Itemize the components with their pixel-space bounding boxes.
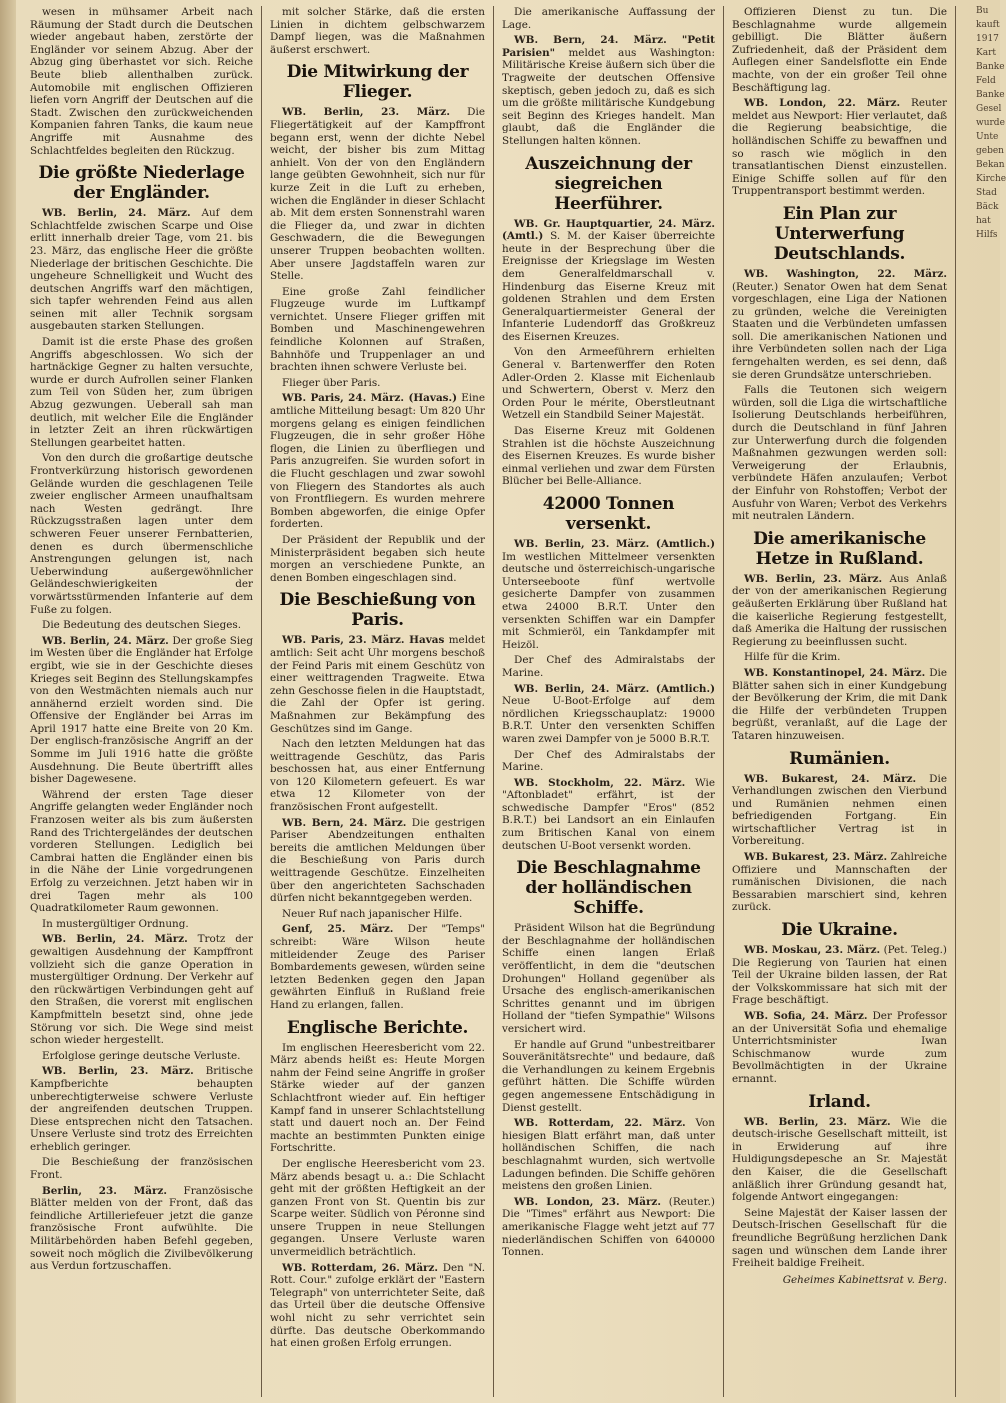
article-headline: Auszeichnung der siegreichen Heerführer. (525, 153, 692, 214)
article-headline: Die Ukraine. (781, 920, 898, 941)
dateline: WB. Moskau, 23. März. (744, 944, 881, 957)
paragraph-text: geben (976, 146, 1004, 156)
paragraph-text: Im westlichen Mittelmeer versenkten deutsche und österreichisch-ungarische Unterseeboote fünf wertvolle gesicherte Dampfer von zusammen etwa 24000 B.R.T. Unter den versenkten Schiffen war ein Dampfer mit Schmieröl, ein Tankdampfer mit Heizöl. (502, 550, 715, 651)
article-paragraph (502, 34, 715, 147)
article-paragraph (270, 534, 485, 584)
article-paragraph (964, 90, 1005, 101)
paragraph-text: Präsident Wilson hat die Begründung der Beschlagnahme der holländischen Schiffe einen langen Erlaß veröffentlicht, in dem die "deutschen Drohungen" Holland gegenüber als Ursache des englisch-amerikanischen Schrittes genannt und im übrigen Holland der "tiefen Sympathie" Wilsons versichert wird. (502, 922, 715, 1035)
article-headline: Die Beschießung von Paris. (279, 590, 476, 631)
article-paragraph (30, 452, 253, 616)
paragraph-text: Seine Majestät der Kaiser lassen der Deutsch-Irischen Gesellschaft für die freundliche Begrüßung herzlichen Dank sagen und wünschen dem Lande ihrer Freiheit baldige Freiheit. (732, 1206, 947, 1270)
article-paragraph (732, 1010, 947, 1086)
article-paragraph (732, 97, 947, 198)
paragraph-text: Die gestrigen Pariser Abendzeitungen enthalten bereits die amtlichen Meldungen über die Beschießung von Paris durch weittragende Geschütze. Einzelheiten über den angerichteten Sachschaden dürfen nicht bekanntgegeben werden. (270, 816, 486, 905)
paragraph-text: Auf dem Schlachtfelde zwischen Scarpe und Oise erlitt innerhalb dreier Tage, vom 21. bis 23. März, das englische Heer die größte Niederlage der britischen Geschichte. Die ungeheure Schnelligkeit und Wucht des deutschen Angriffs warf den mächtigen, sich tapfer wehrenden Feind aus allen seinen mit aller Technik sorgsam ausgebauten starken Stellungen. (30, 207, 253, 333)
paragraph-text: Hilfe für die Krim. (744, 651, 841, 664)
article-paragraph (30, 933, 253, 1046)
paragraph-text: Neue U-Boot-Erfolge auf dem nördlichen Kriegsschauplatz: 19000 B.R.T. Unter den versenkten Schiffen waren zwei Dampfer von je 5000 B.R.T. (502, 695, 715, 745)
paragraph-text: kauft (976, 20, 1000, 30)
article-paragraph (502, 1117, 715, 1193)
article-paragraph (30, 1185, 253, 1273)
paragraph-text: Bekan (976, 160, 1005, 170)
dateline: WB. Berlin, 24. März. (42, 634, 169, 647)
article-paragraph (964, 34, 999, 45)
article-paragraph (732, 944, 947, 1007)
article-paragraph (964, 6, 988, 17)
paragraph-text: Bäck (976, 202, 999, 212)
paragraph-text: (Reuter.) Senator Owen hat dem Senat vorgeschlagen, eine Liga der Nationen zu gründen, welche die Vereinigten Staaten und die Verbündeten umfassen soll. Die amerikanischen Nationen und ihre Verbündeten sollen nach der Liga ferngehalten werden, es sei denn, daß sie deren Grundsätze unterschrieben. (732, 280, 947, 381)
dateline: Genf, 25. März. (282, 923, 394, 936)
paragraph-text: Die Beschießung der französischen Front. (30, 1156, 253, 1182)
article-paragraph (30, 6, 253, 157)
paragraph-text: Französische Blätter melden von der Front, daß das feindliche Artilleriefeuer jetzt die ganze französische Front aufwühlte. Die Militärbehörden haben Befehl gegeben, soweit noch möglich die Zivilbevölkerung aus Verdun fortzuschaffen. (30, 1184, 253, 1273)
paragraph-text: Der Chef des Admiralstabs der Marine. (502, 654, 715, 679)
paragraph-text: Hilfs (976, 230, 998, 240)
paragraph-text: S. M. der Kaiser überreichte heute in der Besprechung über die Ereignisse der Kriegslage im Westen dem Generalfeldmarschall v. Hindenburg das Eiserne Kreuz mit goldenen Strahlen und dem Ersten Generalquartiermeister General der Infanterie Ludendorff das Großkreuz des Eisernen Kreuzes. (502, 230, 715, 343)
article-paragraph (30, 789, 253, 915)
article-paragraph (270, 1262, 485, 1350)
article-paragraph (732, 651, 947, 664)
article-headline: Die Mitwirkung der Flieger. (286, 62, 469, 103)
article-paragraph (270, 6, 485, 56)
article-paragraph (30, 918, 253, 931)
article-paragraph (270, 738, 485, 814)
article-headline: Die amerikanische Hetze in Rußland. (753, 528, 926, 569)
column-1 (22, 6, 262, 1397)
article-paragraph (964, 174, 1006, 185)
paragraph-text: Stad (976, 188, 997, 198)
article-paragraph (30, 619, 253, 632)
article-paragraph (732, 268, 947, 381)
column-4 (724, 6, 956, 1397)
article-paragraph (502, 538, 715, 651)
article-paragraph (270, 1158, 485, 1259)
paragraph-text: Kirche (976, 174, 1006, 184)
paragraph-text: Der Professor an der Universität Sofia und ehemalige Unterrichtsminister Iwan Schischmanow wurde zum Bevollmächtigten in der Ukraine ernannt. (732, 1010, 947, 1085)
article-paragraph (502, 654, 715, 679)
article-paragraph (270, 634, 485, 735)
dateline: WB. Konstantinopel, 24. März. (744, 666, 926, 679)
article-paragraph (270, 392, 485, 531)
paragraph-text: Die Fliegertätigkeit auf der Kampffront begann erst, wenn der dichte Nebel weicht, der bisher bis zum Mittag anhielt. Von der von den Engländern lange geübten Gewohnheit, sich nur für kurze Zeit in die Luft zu erheben, wichen die Engländer in dieser Schlacht ab. Mit dem ersten Sonnenstrahl waren die Flieger da, und zwar in dichten Geschwadern, die die Bewegungen unserer Truppen beobachten wollten. Aber unsere Jagdstaffeln waren zur Stelle. (270, 106, 485, 283)
dateline: WB. Rotterdam, 22. März. (514, 1117, 686, 1130)
paragraph-text: Bu (976, 6, 989, 16)
article-paragraph (502, 1039, 715, 1115)
article-paragraph (270, 817, 485, 905)
article-paragraph (964, 216, 991, 227)
column-5-cropped (956, 6, 1006, 1397)
paragraph-text: Den "N. Rott. Cour." zufolge erklärt der "Eastern Telegraph" von unterrichteter Seite, daß das Urteil über die deutsche Offensive wohl nicht zu sehr verrichtet sein dürfte. Das deutsche Oberkommando hat einen großen Erfolg errungen. (270, 1261, 485, 1350)
dateline: WB. Berlin, 24. März. (42, 933, 188, 946)
paragraph-text: meldet amtlich: Seit acht Uhr morgens beschoß der Feind Paris mit einem Geschütz von einer weittragenden Tragweite. Etwa zehn Geschosse fielen in die Hauptstadt, die Zahl der Opfer ist gering. Maßnahmen zur Bekämpfung des Geschützes sind im Gange. (270, 634, 485, 735)
paragraph-text: Der englische Heeresbericht vom 23. März abends besagt u. a.: Die Schlacht geht mit der größten Heftigkeit an der ganzen Front von St. Quentin bis zur Scarpe weiter. Südlich von Péronne sind unsere Truppen in neue Stellungen gegangen. Unsere Verluste waren unvermeidlich beträchtlich. (270, 1157, 485, 1259)
article-paragraph (964, 160, 1005, 171)
dateline: WB. Paris, 24. März. (Havas.) (282, 392, 458, 405)
dateline: WB. Berlin, 23. März. (744, 572, 883, 585)
paragraph-text: Von den durch die großartige deutsche Frontverkürzung historisch gewordenen Gelände wurden die geschlagenen Teile zweier englischer Armeen unaufhaltsam nach Westen gedrängt. Ihre Rückzugsstraßen lagen unter dem schweren Feuer unserer Fernbatterien, denen es durch übermenschliche Anstrengungen gelungen ist, nach Ueberwindung außergewöhnlicher Geländeschwierigkeiten der vorwärtsstürmenden Infanterie auf dem Fuße zu folgen. (30, 452, 253, 616)
dateline: WB. Bern, 24. März. "Petit Parisien" (502, 34, 715, 59)
paragraph-text: Banke (976, 90, 1005, 100)
column-2 (262, 6, 494, 1397)
paragraph-text: Das Eiserne Kreuz mit Goldenen Strahlen ist die höchste Auszeichnung des Eisernen Kreuzes. Es wurde bisher einmal verliehen und zwar dem Fürsten Blücher bei Belle-Alliance. (502, 425, 715, 488)
paragraph-text: hat (976, 216, 991, 226)
paragraph-text: Wie die deutsch-irische Gesellschaft mitteilt, ist in Erwiderung auf ihre Huldigungsdepesche an Sr. Majestät den Kaiser, die die Gesellschaft anläßlich ihrer Gründung gesandt hat, folgende Antwort eingegangen: (732, 1115, 947, 1204)
article-paragraph (732, 773, 947, 849)
article-paragraph (270, 1042, 485, 1155)
article-paragraph (30, 1050, 253, 1063)
dateline: WB. Sofia, 24. März. (744, 1010, 868, 1022)
dateline: Berlin, 23. März. (42, 1184, 167, 1197)
paragraph-text: Im englischen Heeresbericht vom 22. März abends heißt es: Heute Morgen nahm der Feind seine Angriffe in großer Stärke wieder auf der ganzen Schlachtfront wieder auf. Ein heftiger Kampf fand in unserer Schlachtstellung statt und dauert noch an. Der Feind machte an bestimmten Punkten einige Fortschritte. (270, 1041, 485, 1155)
paragraph-text: Eine große Zahl feindlicher Flugzeuge wurde im Luftkampf vernichtet. Unsere Flieger griffen mit Bomben und Maschinengewehren feindliche Kolonnen auf Straßen, Bahnhöfe und Truppenlager an und brachten ihnen schwere Verluste bei. (270, 285, 485, 374)
article-paragraph (732, 573, 947, 649)
article-paragraph (502, 425, 715, 488)
article-paragraph (964, 146, 1004, 157)
paragraph-text: Der Präsident der Republik und der Ministerpräsident begaben sich heute morgen an verschiedene Punkte, an denen Bomben eingeschlagen sind. (270, 533, 485, 584)
paragraph-text: Der "Temps" schreibt: Wäre Wilson heute mitleidender Zeuge des Pariser Bombardements gewesen, würden seine letzten Bedenken gegen den Japan gewährten Einfluß in Rußland freie Hand zu erlangen, fallen. (270, 923, 485, 1011)
paragraph-text: Falls die Teutonen sich weigern würden, soll die Liga die wirtschaftliche Isolierung Deutschlands herbeiführen, durch die Deutschland in fünf Jahren zur Unterwerfung durch die folgenden Maßnahmen gezwungen werden soll: Verweigerung der Erlaubnis, verbündete Häfen anzulaufen; Verbot der Einfuhr von Rohstoffen; Verbot der Ausfuhr von Waren; Verbot des Verkehrs mit neutralen Ländern. (732, 384, 947, 523)
article-paragraph (964, 202, 999, 213)
paragraph-text: (Pet. Teleg.) Die Regierung von Taurien hat einen Teil der Ukraine bilden lassen, der Rat der Volkskommissare hat sich mit der Frage beschäftigt. (732, 944, 947, 1007)
signature-line: Geheimes Kabinettsrat v. Berg. (782, 1273, 947, 1286)
article-headline: Ein Plan zur Unterwerfung Deutschlands. (773, 203, 906, 264)
dateline: WB. Bukarest, 24. März. (744, 772, 917, 785)
paragraph-text: Von den Armeeführern erhielten General v. Bartenwerffer den Roten Adler-Orden 2. Klasse mit Eichenlaub und Schwertern, Oberst v. Merz den Orden Pour le mérite, Oberstleutnant Wetzell ein Standbild Seiner Majestät. (502, 346, 715, 422)
article-paragraph (502, 218, 715, 344)
paragraph-text: In mustergültiger Ordnung. (42, 917, 189, 930)
article-paragraph (732, 384, 947, 523)
article-paragraph (732, 667, 947, 743)
paragraph-text: Erfolglose geringe deutsche Verluste. (42, 1049, 241, 1062)
article-paragraph (30, 1156, 253, 1181)
article-paragraph (502, 346, 715, 422)
paragraph-text: Der große Sieg im Westen über die Engländer hat Erfolge ergibt, wie sie in der Geschichte dieses Krieges seit Beginn des Stellungskampfes von den Westmächten niemals auch nur annähernd erzielt worden sind. Die Offensive der Engländer bei Arras im April 1917 hatte eine Breite von 20 Km. Der englisch-französische Angriff an der Somme im Juli 1916 hatte die größte Ausdehnung. Die Beute übertrifft alles bisher Dagewesene. (30, 634, 253, 786)
dateline: WB. Berlin, 23. März. (Amtlich.) (514, 538, 715, 550)
paragraph-text: Kart (976, 48, 997, 58)
paragraph-text: Nach den letzten Meldungen hat das weittragende Geschütz, das Paris beschossen hat, aus einer Entfernung von 120 Kilometern gefeuert. Es war etwa 12 Kilometer von der französischen Front aufgestellt. (270, 738, 485, 814)
paragraph-text: Trotz der gewaltigen Ausdehnung der Kampffront vollzieht sich die ganze Operation in mustergültiger Ordnung. Der Verkehr auf den rückwärtigen Verbindungen geht auf den Straßen, die vorerst mit englischen Kampfmitteln besetzt sind, ohne jede Störung vor sich. Die Wege sind meist schon wieder hergestellt. (30, 933, 253, 1047)
dateline: WB. Bern, 24. März. (282, 816, 407, 829)
paragraph-text: Zahlreiche Offiziere und Mannschaften der rumänischen Divisionen, die nach Bessarabien marschiert sind, kehren zurück. (732, 851, 947, 914)
paragraph-text: Feld (976, 76, 996, 86)
paragraph-text: Aus Anlaß der von der amerikanischen Regierung geäußerten Erklärung über Rußland hat die kaiserliche Regierung festgestellt, daß Amerika die Haltung der russischen Regierung zu beeinflussen sucht. (732, 572, 947, 648)
article-paragraph (270, 106, 485, 282)
paragraph-text: Während der ersten Tage dieser Angriffe gelangten weder Engländer noch Franzosen weiter als bis zum äußersten Rand des Trichtergeländes der deutschen vorderen Stellungen. Lediglich bei Cambrai hatten die Engländer einen bis in die Nähe der Linie vorgedrungenen Erfolg zu verzeichnen. Jetzt haben wir in drei Tagen mehr als 100 Quadratkilometer Raum gewonnen. (30, 788, 253, 915)
paragraph-text: Die amerikanische Auffassung der Lage. (502, 6, 715, 31)
paragraph-text: wurde (976, 118, 1005, 128)
paragraph-text: Unte (976, 132, 999, 142)
article-paragraph (964, 230, 998, 241)
article-paragraph (502, 6, 715, 31)
article-headline: 42000 Tonnen versenkt. (542, 494, 675, 534)
article-paragraph (30, 1065, 253, 1153)
article-headline: Die Beschlagnahme der holländischen Schiffe. (516, 858, 701, 919)
paragraph-text: Britische Kampfberichte behaupten unberechtigterweise schwere Verluste der angreifenden deutschen Truppen. Diese entsprechen nicht den Tatsachen. Unsere Verluste sind trotz des Erreichten erheblich geringer. (30, 1065, 253, 1153)
article-headline: Irland. (808, 1091, 871, 1112)
dateline: WB. Bukarest, 23. März. (744, 851, 888, 864)
dateline: WB. Berlin, 23. März. (744, 1115, 891, 1128)
paragraph-text: mit solcher Stärke, daß die ersten Linien in dichtem gelbschwarzem Dampf liegen, was die Maßnahmen äußerst erschwert. (270, 6, 485, 56)
dateline: WB. London, 22. März. (744, 97, 901, 110)
paragraph-text: Die Blätter sahen sich in einer Kundgebung der Bevölkerung der Krim, die mit Dank die Hilfe der verbündeten Truppen begrüßt, veranlaßt, auf die Lage der Tataren hinzuweisen. (732, 666, 947, 742)
article-paragraph (502, 683, 715, 746)
paragraph-text: Damit ist die erste Phase des großen Angriffs abgeschlossen. Wo sich der hartnäckige Gegner zu halten versuchte, wurde er durch Aufrollen seiner Flanken zum Teil von Süden her, zum übrigen Abzug gezwungen. Ueberall sah man deutlich, mit welcher Eile die Engländer in letzter Zeit an ihren rückwärtigen Stellungen gearbeitet hatten. (30, 336, 253, 449)
paragraph-text: Flieger über Paris. (282, 376, 381, 389)
article-paragraph (964, 118, 1005, 129)
article-paragraph (30, 635, 253, 786)
paragraph-text: Banke (976, 62, 1005, 72)
paragraph-text: Gesel (976, 104, 1002, 114)
dateline: WB. Rotterdam, 26. März. (282, 1261, 439, 1274)
article-headline: Die größte Niederlage der Engländer. (38, 163, 245, 204)
article-paragraph (732, 1116, 947, 1204)
article-paragraph (502, 1196, 715, 1259)
paragraph-text: Von hiesigen Blatt erfährt man, daß unter holländischen Schiffen, die nach beschlagnahmt wurden, sich wertvolle Ladungen befinden. Die Schiffe gehören meistens den großen Linien. (502, 1117, 715, 1193)
paragraph-text: 1917 (976, 34, 999, 44)
article-paragraph (270, 908, 485, 921)
dateline: WB. Berlin, 24. März. (42, 207, 191, 220)
dateline: WB. Berlin, 24. März. (Amtlich.) (514, 682, 715, 695)
paragraph-text: Er handle auf Grund "unbestreitbarer Souveränitätsrechte" und bedaure, daß die Verhandlungen zu keinem Ergebnis geführt hätten. Die Schiffe würden gegen angemessene Entschädigung in Dienst gestellt. (502, 1038, 715, 1114)
paragraph-text: Der Chef des Admiralstabs der Marine. (502, 748, 715, 774)
article-paragraph (964, 132, 999, 143)
article-paragraph (964, 188, 997, 199)
article-paragraph (502, 777, 715, 853)
article-paragraph (270, 923, 485, 1011)
article-paragraph (964, 62, 1005, 73)
page-fold-shadow (0, 0, 16, 1403)
dateline: WB. Washington, 22. März. (744, 267, 947, 280)
dateline: WB. Berlin, 23. März. (42, 1065, 194, 1078)
column-3 (494, 6, 724, 1397)
paragraph-text: Reuter meldet aus Newport: Hier verlautet, daß die Regierung beabsichtige, die holländischen Schiffe zu bewaffnen und so rasch wie möglich in den transatlantischen Dienst einzustellen. Einige Schiffe sollen auf für den Truppentransport bestimmt werden. (732, 97, 948, 198)
dateline: WB. Berlin, 23. März. (282, 106, 450, 119)
paragraph-text: Die Verhandlungen zwischen den Vierbund und Rumänien nehmen einen befriedigenden Fortgang. Ein wirtschaftlicher Vertrag ist in Vorbereitung. (732, 772, 947, 848)
article-paragraph (964, 48, 997, 59)
dateline: WB. Stockholm, 22. März. (514, 776, 686, 789)
paragraph-text: Neuer Ruf nach japanischer Hilfe. (282, 907, 463, 920)
paragraph-text: (Reuter.) Die "Times" erfährt aus Newport: Die amerikanische Flagge weht jetzt auf 77 niederländischen Schiffen von 640000 Tonnen. (502, 1195, 715, 1259)
article-paragraph (964, 76, 996, 87)
article-headline: Englische Berichte. (286, 1017, 469, 1038)
article-paragraph (270, 286, 485, 374)
paragraph-text: Die Bedeutung des deutschen Sieges. (42, 619, 242, 632)
dateline: WB. Gr. Hauptquartier, 24. März. (Amtl.) (502, 217, 715, 243)
paragraph-text: Wie "Aftonbladet" erfährt, ist der schwedische Dampfer "Eros" (852 B.R.T.) bei Landsort an ein Einlaufen zum Britischen Kanal von einem deutschen U-Boot versenkt worden. (502, 776, 716, 852)
article-paragraph (732, 851, 947, 914)
article-paragraph (270, 377, 485, 390)
paragraph-text: Offizieren Dienst zu tun. Die Beschlagnahme wurde allgemein gebilligt. Die Blätter äußern Zufriedenheit, daß der Präsident dem Auflegen einer Sandelsflotte ein Ende machte, von der ein großer Teil ohne Beschäftigung lag. (732, 6, 947, 94)
paragraph-text: meldet aus Washington: Militärische Kreise äußern sich über die Tragweite der deutschen Offensive skeptisch, geben jedoch zu, daß es sich um die größte militärische Kundgebung seit Beginn des Krieges handelt. Man glaubt, daß die Engländer die Stellungen halten können. (502, 46, 715, 147)
article-paragraph (30, 207, 253, 333)
dateline: WB. Paris, 23. März. Havas (282, 634, 445, 647)
article-paragraph (964, 20, 1000, 31)
article-paragraph (502, 749, 715, 774)
paragraph-text: Eine amtliche Mitteilung besagt: Um 820 Uhr morgens gelang es einigen feindlichen Flugzeugen, die in sehr großer Höhe flogen, die Linien zu überfliegen und Paris anzugreifen. Sie wurden sofort in die Flucht geschlagen und zwar sowohl von Fliegern des Standortes als auch von Frontfliegern. Es wurden mehrere Bomben abgeworfen, die einige Opfer forderten. (270, 392, 485, 531)
article-paragraph (30, 336, 253, 449)
article-headline: Rumänien. (789, 748, 890, 769)
article-paragraph (502, 922, 715, 1035)
article-paragraph (964, 104, 1002, 115)
dateline: WB. London, 23. März. (514, 1195, 661, 1208)
paragraph-text: wesen in mühsamer Arbeit nach Räumung der Stadt durch die Deutschen wieder angebaut haben, zerstörte der Engländer vor seinem Abzug. Aber der Abzug ging überhastet vor sich. Reiche Beute blieb allenthalben zurück. Automobile mit englischen Offizieren liefen vorn Angriff der Deutschen auf die Stadt. Zwischen den zurückweichenden Kompanien fahren Tanks, die kaum neue Angriffe mit Ausnahme des Schlachtfeldes begleiten den Rückzug. (30, 6, 253, 157)
article-paragraph (732, 1207, 947, 1270)
article-paragraph (732, 6, 947, 94)
